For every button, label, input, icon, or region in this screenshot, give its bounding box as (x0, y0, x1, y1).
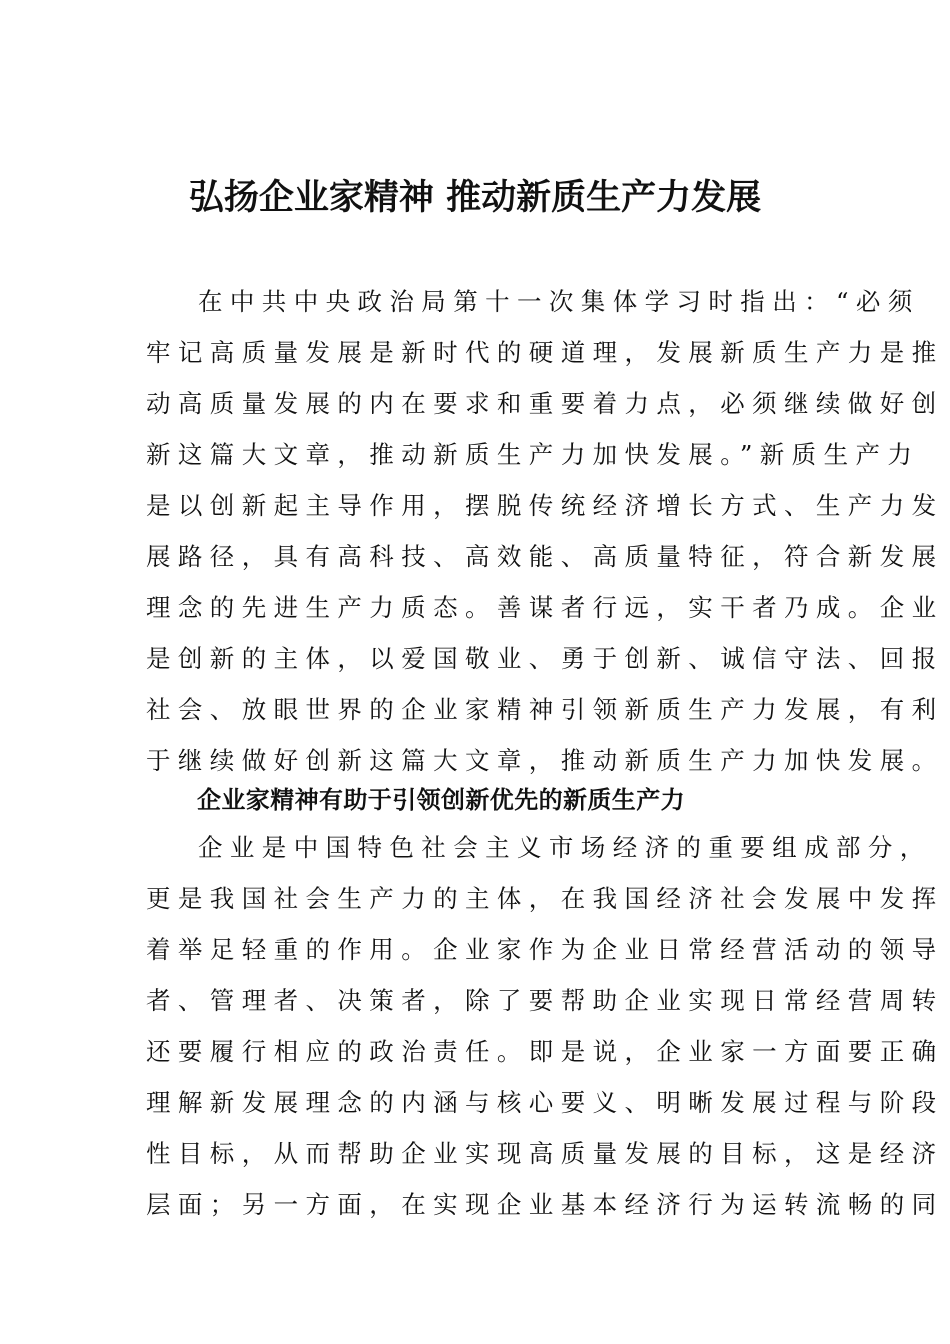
paragraph-line: 理解新发展理念的内涵与核心要义、明晰发展过程与阶段 (146, 1088, 944, 1117)
paragraph-line: 社会、放眼世界的企业家精神引领新质生产力发展，有利 (146, 695, 944, 724)
paragraph-line: 层面；另一方面，在实现企业基本经济行为运转流畅的同 (146, 1190, 944, 1219)
paragraph-line: 是创新的主体，以爱国敬业、勇于创新、诚信守法、回报 (146, 644, 944, 673)
paragraph-line: 是以创新起主导作用，摆脱传统经济增长方式、生产力发 (146, 491, 944, 520)
paragraph-line: 动高质量发展的内在要求和重要着力点，必须继续做好创 (146, 389, 944, 418)
paragraph-line: 者、管理者、决策者，除了要帮助企业实现日常经营周转 (146, 986, 944, 1015)
paragraph-enterprise (146, 822, 944, 1230)
paragraph-line: 在中共中央政治局第十一次集体学习时指出：“必须 (198, 287, 920, 316)
paragraph-line: 还要履行相应的政治责任。即是说，企业家一方面要正确 (146, 1037, 944, 1066)
paragraph-line: 于继续做好创新这篇大文章，推动新质生产力加快发展。 (146, 746, 944, 775)
paragraph-line: 牢记高质量发展是新时代的硬道理，发展新质生产力是推 (146, 338, 944, 367)
document-title: 弘扬企业家精神 推动新质生产力发展 (188, 178, 762, 218)
paragraph-line: 性目标，从而帮助企业实现高质量发展的目标，这是经济 (146, 1139, 944, 1168)
paragraph-line: 企业是中国特色社会主义市场经济的重要组成部分， (198, 833, 932, 862)
paragraph-line: 着举足轻重的作用。企业家作为企业日常经营活动的领导 (146, 935, 944, 964)
paragraph-line: 新这篇大文章，推动新质生产力加快发展。”新质生产力 (146, 440, 920, 469)
paragraph-line: 更是我国社会生产力的主体，在我国经济社会发展中发挥 (146, 884, 944, 913)
paragraph-line: 展路径，具有高科技、高效能、高质量特征，符合新发展 (146, 542, 944, 571)
paragraph-intro (146, 276, 944, 786)
section-heading: 企业家精神有助于引领创新优先的新质生产力 (197, 786, 685, 814)
paragraph-line: 理念的先进生产力质态。善谋者行远，实干者乃成。企业 (146, 593, 944, 622)
